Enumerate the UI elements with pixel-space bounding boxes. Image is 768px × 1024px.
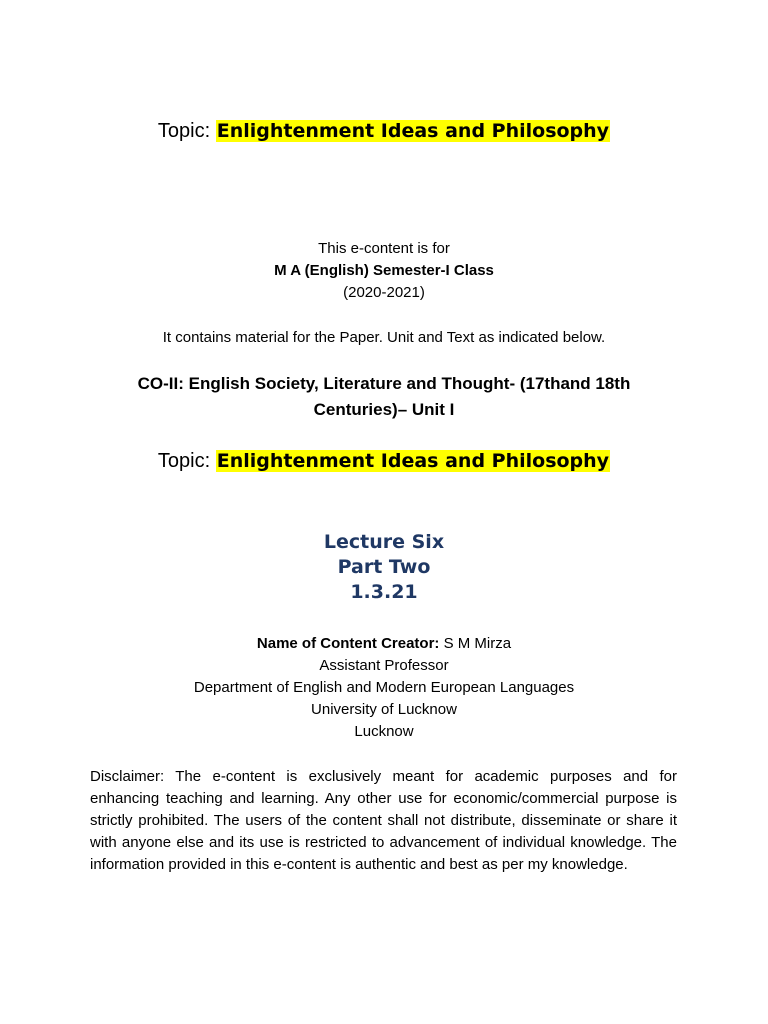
topic-title-highlighted: Enlightenment Ideas and Philosophy [216, 120, 610, 142]
creator-name-line [0, 633, 768, 655]
class-name: M A (English) Semester-I Class [274, 262, 494, 279]
topic-heading-repeat [0, 448, 768, 474]
session-year: (2020-2021) [343, 284, 425, 301]
creator-block [0, 633, 768, 743]
topic-label: Topic: [157, 450, 211, 472]
creator-department: Department of English and Modern European Languages [193, 679, 575, 696]
lecture-date: 1.3.21 [350, 581, 418, 603]
topic-heading [0, 118, 768, 144]
lecture-block [0, 530, 768, 605]
contains-text: It contains material for the Paper. Unit and Text as indicated below. [162, 329, 606, 346]
creator-designation: Assistant Professor [319, 657, 449, 674]
creator-university: University of Lucknow [311, 701, 457, 718]
creator-label: Name of Content Creator: [256, 635, 440, 652]
topic-title-highlighted: Enlightenment Ideas and Philosophy [216, 450, 610, 472]
lecture-number: Lecture Six [323, 531, 445, 553]
topic-label: Topic: [157, 120, 211, 142]
intro-line: This e-content is for [318, 240, 450, 257]
disclaimer-paragraph: Disclaimer: The e-content is exclusively meant for academic purposes and for enhancing teaching and learning. Any other use for economic/commercial purpose is strictly prohibited. The users of the content shall not distribute, disseminate or share it with anyone else and its use is restricted to advancement of individual knowledge. The information provided in this e-content is authentic and best as per my knowledge. [90, 768, 677, 873]
creator-name: S M Mirza [439, 635, 512, 652]
lecture-part: Part Two [337, 556, 431, 578]
course-heading [120, 371, 648, 423]
creator-city: Lucknow [354, 723, 414, 740]
intro-block [0, 238, 768, 304]
course-line-2: Centuries)– Unit I [313, 400, 455, 419]
course-line-1: CO-II: English Society, Literature and Thought- (17thand 18th [137, 374, 631, 393]
